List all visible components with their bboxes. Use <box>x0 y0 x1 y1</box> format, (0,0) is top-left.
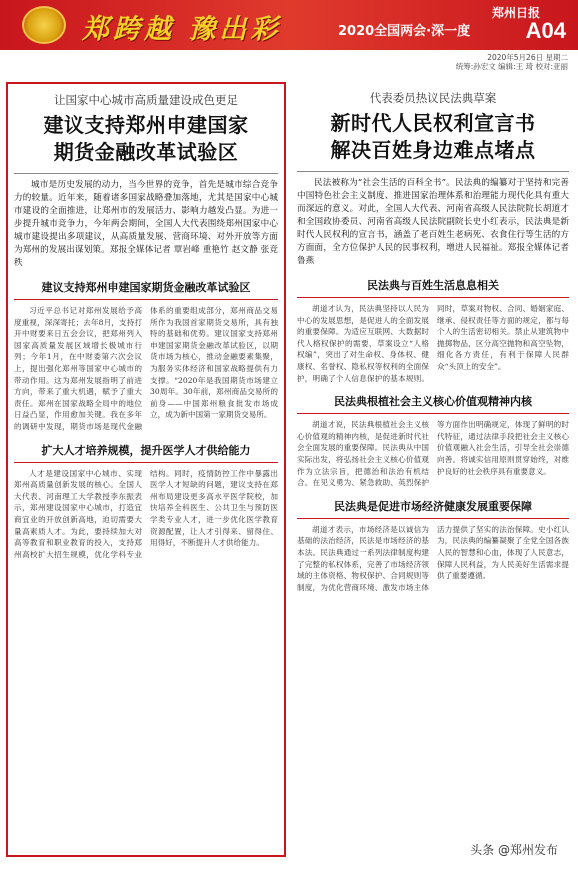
right-section <box>297 393 569 489</box>
section-body <box>297 524 569 594</box>
national-emblem-icon <box>22 6 66 44</box>
page-banner <box>0 0 578 71</box>
left-headline-line-1: 建议支持郑州申建国家 <box>43 113 249 137</box>
section-paragraph: 人才是建设国家中心城市、实现郑州高质量创新发展的核心。全国人大代表、河南理工大学教授李东振表示，郑州建设国家中心城市，打造宜商宜业的开放创新高地，迫切需要大量高素质人才。为此，要持续加大对高等教育和职业教育的投入，支持郑州高校扩大招生规模，优化学科专业结构。同时，疫情防控工作中暴露出医学人才短缺的问题，建议支持在郑州布局建设更多高水平医学院校，加快培养全科医生、公共卫生与预防医学类专业人才，进一步优化医学教育资源配置，让人才引得来、留得住、用得好，不断提升人才供给能力。 <box>14 468 278 559</box>
section-title: 扩大人才培养规模，提升医学人才供给能力 <box>14 442 278 463</box>
editor-credits: 统筹:孙宏文 编辑:王 琦 校对:亚丽 <box>455 62 568 71</box>
left-lead: 城市是历史发展的动力，当今世界的竞争，首先是城市综合竞争力的较量。近年来，随着诸多国家战略叠加落地，尤其是国家中心城市建设的全面推进，让郑州市的发展活力、影响力越发凸显。为进一步提升城市竞争力，今年两会期间，全国人大代表围绕郑州国家中心城市建设提出多项建议，从高质量发展、营商环境、对外开放等方面为郑州的发展出谋划策。郑报全媒体记者 覃岩峰 重艳竹 赵文静 张竞秩 <box>14 180 278 268</box>
section-body <box>14 468 278 561</box>
right-lead: 民法被称为“社会生活的百科全书”。民法典的编纂对于坚持和完善中国特色社会主义制度、推进国家治理体系和治理能力现代化具有重大而深远的意义。对此，全国人大代表、河南省高级人民法院院长胡道才和全国政协委员、河南省高级人民法院副院长史小红表示，民法典是新时代人民权利的宣言书，涵盖了老百姓生老病死、衣食住行等生活的方方面面，全方位保护人民的民事权利，增进人民福祉。郑报全媒体记者 鲁燕 <box>297 178 569 266</box>
source-watermark: 头条 @郑州发布 <box>464 839 564 860</box>
left-kicker: 让国家中心城市高质量建设成色更足 <box>54 93 238 107</box>
section-paragraph: 胡道才认为，民法典坚持以人民为中心的发展思想，是促进人的全面发展的重要保障。为适应互联网、大数据时代人格权保护的需要，草案设立“人格权编”，突出了对生命权、身体权、健康权、名誉权、隐私权等权利的全面保护，明确了个人信息保护的基本规则。同时，草案对物权、合同、婚姻家庭、继承、侵权责任等方面的规定，都与每个人的生活密切相关。禁止从建筑物中抛掷物品，区分高空抛物和高空坠物，细化各方责任，有利于保障人民群众“头顶上的安全”。 <box>297 304 569 383</box>
section-title: 民法典是促进市场经济健康发展重要保障 <box>297 498 569 519</box>
divider <box>14 173 278 174</box>
section-body <box>297 303 569 384</box>
section-body <box>297 419 569 489</box>
left-article <box>6 82 286 857</box>
left-headline <box>14 112 278 166</box>
left-section <box>14 279 278 433</box>
newspaper-brand: 郑州日报 <box>491 6 540 20</box>
divider <box>297 171 569 172</box>
section-body <box>14 305 278 433</box>
section-paragraph: 习近平总书记对郑州发展给予高度重视，深深寄托；去年8月，支持打开中财要来日五会会议，把郑州列入国家高质量发展区域增长极城市行列；今年1月，在中财委第六次会议上，提出强化郑州等国家中心城市的带动作用。这为郑州发展指明了前进方向，带来了重大机遇，赋予了重大责任。郑州在国家战略全局中的地位日益凸显，作用愈加关键。我在多年的调研中发现，期货市场是现代金融体系的重要组成部分，郑州商品交易所作为我国首家期货交易所，具有独特的基础和优势。建议国家支持郑州申建国家期货金融改革试验区，以期货市场为核心，推动金融要素集聚，为服务实体经济和国家战略提供有力支撑。“2020年是我国期货市场建立30周年。30年前，郑州商品交易所的前身——中国郑州粮食批发市场成立，成为新中国第一家期货交易所。 <box>14 306 278 431</box>
right-headline-line-1: 新时代人民权利宣言书 <box>330 111 536 135</box>
section-title: 民法典根植社会主义核心价值观精神内核 <box>297 393 569 414</box>
left-section <box>14 442 278 561</box>
section-paragraph: 胡道才表示，市场经济是以诚信为基础的法治经济，民法是市场经济的基本法。民法典通过一系列法律制度构建了完整的私权体系，完善了市场经济领域的主体资格、物权保护、合同规则等制度，为优化营商环境、激发市场主体活力提供了坚实的法治保障。史小红认为，民法典的编纂凝聚了全党全国各族人民的智慧和心血，体现了人民意志，保障人民利益，为人民美好生活需求提供了重要遵循。 <box>297 524 569 592</box>
right-headline <box>297 110 569 164</box>
left-headline-line-2: 期货金融改革试验区 <box>53 140 239 164</box>
page-number: A04 <box>525 18 566 43</box>
banner-slogan: 郑跨越 豫出彩 <box>82 14 282 45</box>
right-kicker: 代表委员热议民法典草案 <box>369 91 497 105</box>
right-headline-line-2: 解决百姓身边难点堵点 <box>330 138 536 162</box>
right-section <box>297 277 569 384</box>
issue-date: 2020年5月26日 星期二 <box>487 53 568 62</box>
banner-lianghui: 2020全国两会·深一度 <box>338 24 471 39</box>
section-title: 建议支持郑州申建国家期货金融改革试验区 <box>14 279 278 300</box>
section-paragraph: 胡道才说，民法典根植社会主义核心价值观的精神内核，是促进新时代社会全面发展的重要保障。民法典从中国实际出发，将弘扬社会主义核心价值观作为立法宗旨，把德治和法治有机结合。在见义勇为、紧急救助、英烈保护等方面作出明确规定，体现了鲜明的时代特征，通过法律手段把社会主义核心价值观融入社会生活，引导全社会崇德向善。将诚实信用原则贯穿始终，对维护良好的社会秩序具有重要意义。 <box>297 420 569 488</box>
section-title: 民法典与百姓生活息息相关 <box>297 277 569 298</box>
right-section <box>297 498 569 594</box>
right-article <box>293 82 573 857</box>
